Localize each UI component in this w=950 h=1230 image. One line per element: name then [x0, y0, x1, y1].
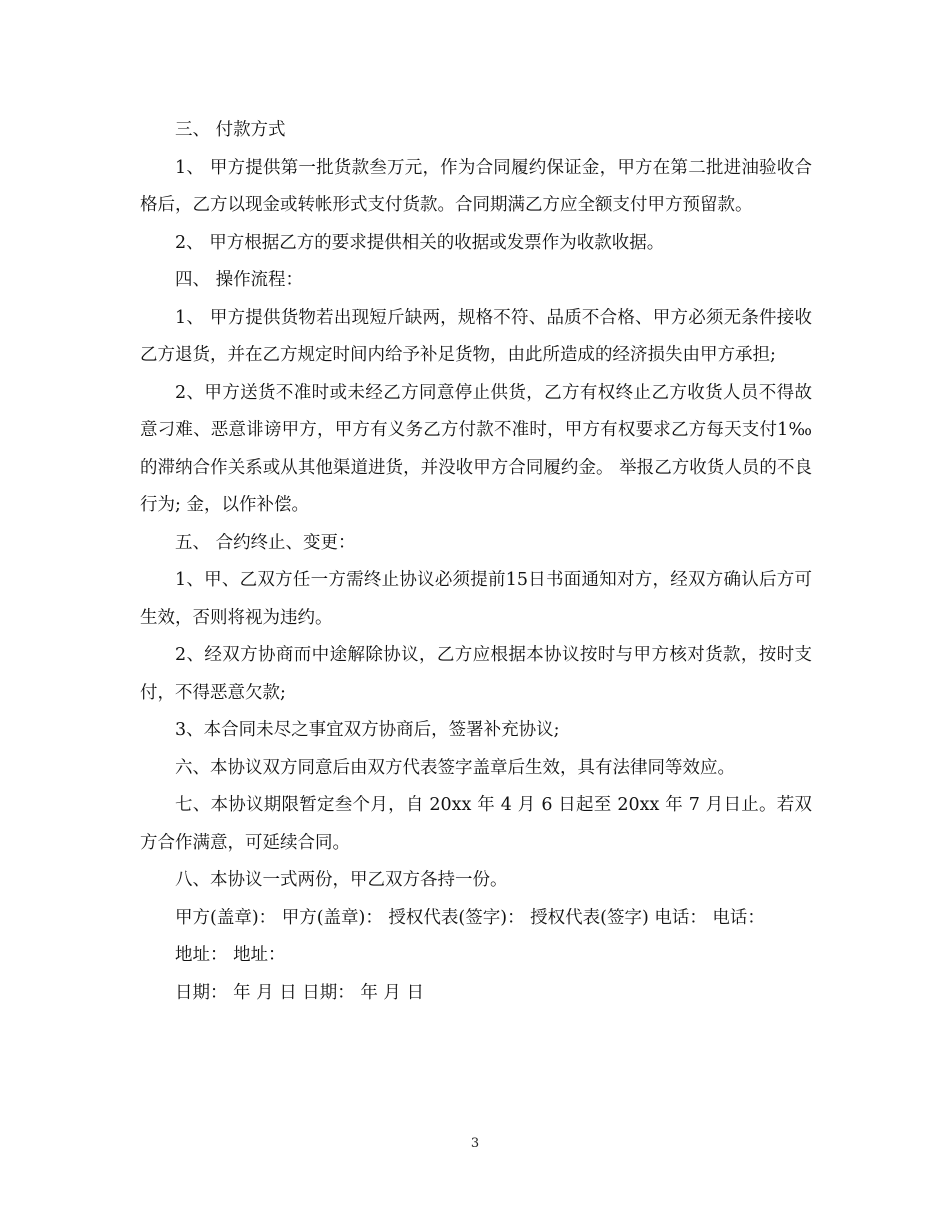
date-line: 日期： 年 月 日 日期： 年 月 日 [175, 982, 424, 1003]
paragraph: 1、 甲方提供货物若出现短斤缺两，规格不符、品质不合格、甲方必须无条件接收乙方退货，并在乙方规定时间内给予补足货物，由此所造成的经济损失由甲方承担; [140, 307, 812, 365]
paragraph: 1、 甲方提供第一批货款叁万元，作为合同履约保证金，甲方在第二批进油验收合格后，乙方以现金或转帐形式支付货款。合同期满乙方应全额支付甲方预留款。 [140, 157, 812, 215]
section-heading-process: 四、 操作流程： [175, 270, 304, 290]
paragraph: 3、本合同未尽之事宜双方协商后，签署补充协议; [175, 720, 560, 740]
section-heading-termination: 五、 合约终止、变更： [175, 532, 356, 553]
signature-line: 甲方(盖章)： 甲方(盖章)： 授权代表(签字)： 授权代表(签字) 电话： 电话： [175, 907, 765, 928]
page-number: 3 [470, 1136, 480, 1151]
paragraph: 1、甲、乙双方任一方需终止协议必须提前15日书面通知对方，经双方确认后方可生效，否则将视为违约。 [140, 570, 812, 628]
address-line: 地址： 地址： [175, 945, 286, 965]
paragraph: 八、本协议一式两份，甲乙双方各持一份。 [175, 870, 508, 890]
paragraph: 2、经双方协商而中途解除协议，乙方应根据本协议按时与甲方核对货款，按时支付，不得恶意欠款; [140, 645, 812, 703]
paragraph: 2、 甲方根据乙方的要求提供相关的收据或发票作为收款收据。 [175, 232, 665, 253]
section-heading-payment: 三、 付款方式 [175, 120, 286, 140]
document-body [140, 112, 812, 1012]
paragraph: 七、本协议期限暂定叁个月，自 20xx 年 4 月 6 日起至 20xx 年 7 月日止。若双方合作满意，可延续合同。 [140, 795, 812, 853]
paragraph: 2、甲方送货不准时或未经乙方同意停止供货，乙方有权终止乙方收货人员不得故意刁难、恶意诽谤甲方，甲方有义务乙方付款不准时，甲方有权要求乙方每天支付1‰的滞纳合作关系或从其他渠道进货，并没收甲方合同履约金。 举报乙方收货人员的不良行为; 金，以作补偿。 [140, 382, 812, 515]
paragraph: 六、本协议双方同意后由双方代表签字盖章后生效，具有法律同等效应。 [175, 757, 735, 778]
